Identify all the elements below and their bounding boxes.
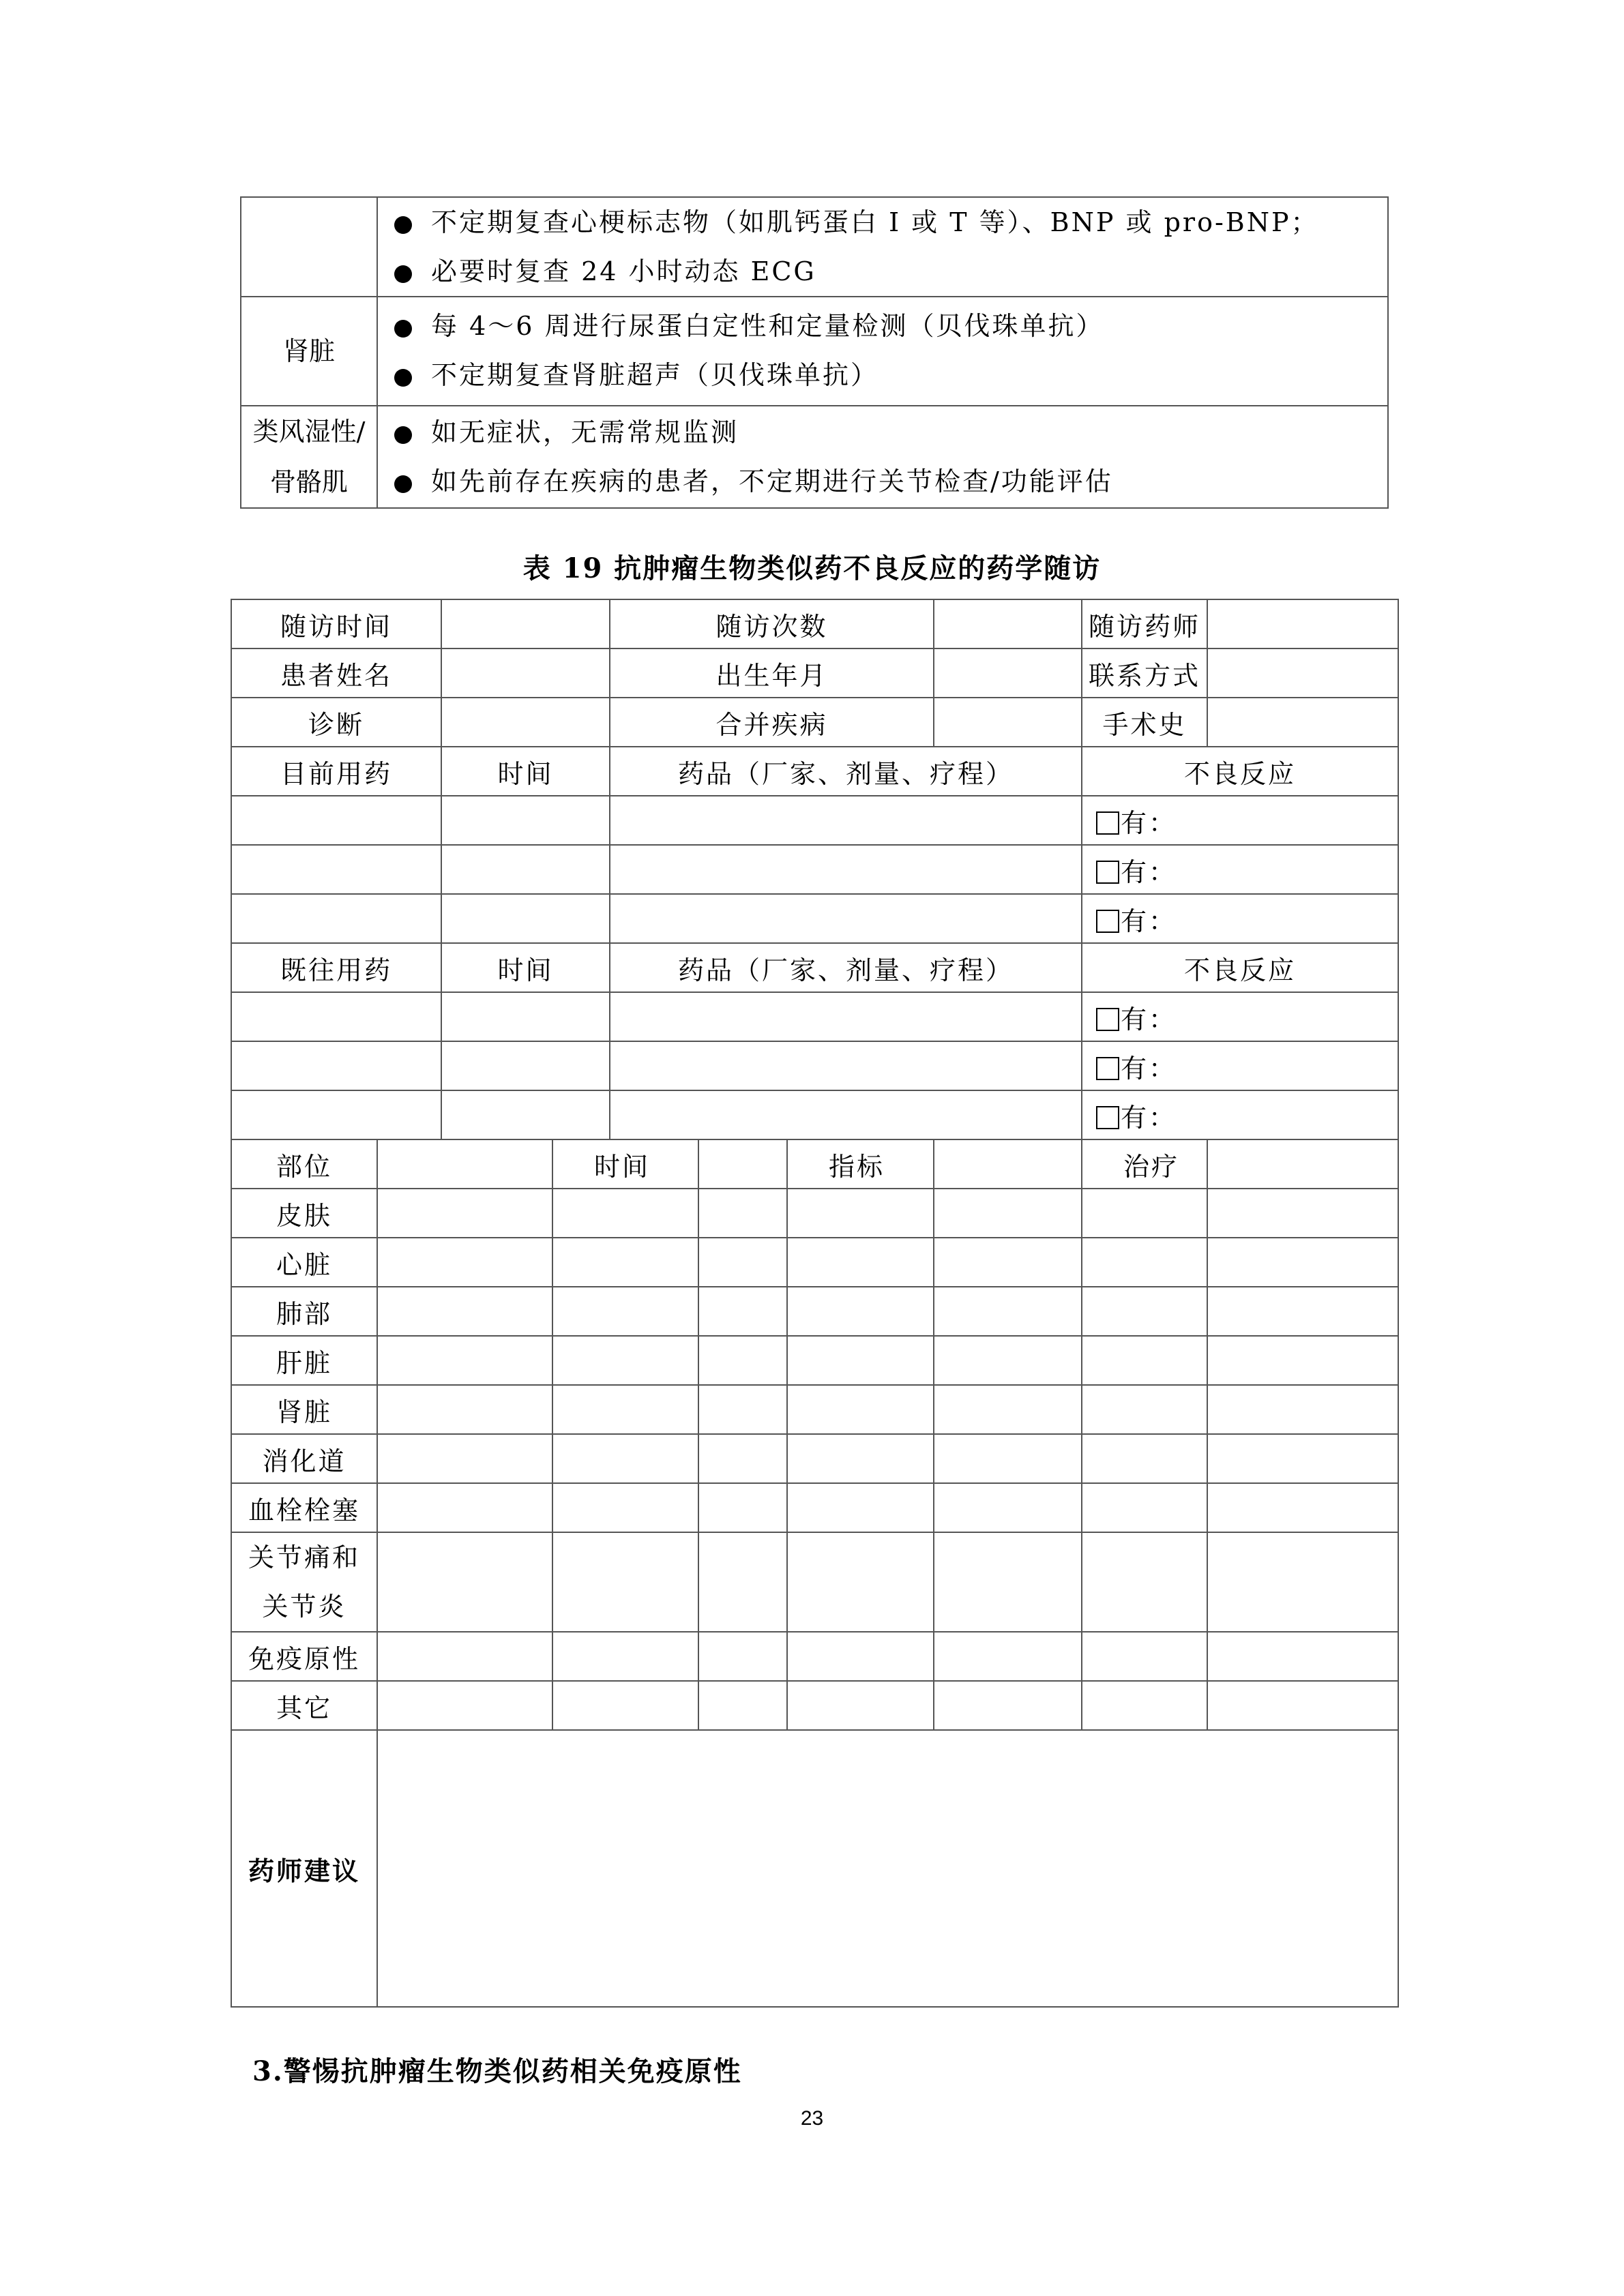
input-cell[interactable] bbox=[552, 1189, 698, 1238]
input-cell[interactable] bbox=[377, 1238, 552, 1287]
label-cell: 合并疾病 bbox=[610, 698, 934, 747]
input-cell[interactable] bbox=[787, 1632, 934, 1681]
time-header: 时间 bbox=[441, 747, 610, 796]
input-cell[interactable] bbox=[610, 1090, 1082, 1139]
input-cell[interactable] bbox=[552, 1434, 698, 1483]
monitoring-table bbox=[240, 196, 1389, 509]
input-cell[interactable] bbox=[552, 1483, 698, 1532]
input-cell[interactable] bbox=[934, 1632, 1082, 1681]
input-cell[interactable] bbox=[441, 599, 610, 648]
monitoring-items bbox=[377, 406, 1388, 508]
input-cell[interactable] bbox=[610, 894, 1082, 943]
input-cell[interactable] bbox=[552, 1287, 698, 1336]
input-cell[interactable] bbox=[231, 845, 441, 894]
input-cell[interactable] bbox=[698, 1139, 787, 1189]
input-cell[interactable] bbox=[698, 1434, 787, 1483]
advice-row bbox=[231, 1730, 1398, 2007]
input-cell[interactable] bbox=[377, 1434, 552, 1483]
bullet-icon bbox=[394, 320, 412, 338]
input-cell[interactable] bbox=[610, 992, 1082, 1041]
part-row bbox=[231, 1238, 1398, 1287]
bullet-item: 每 4～6 周进行尿蛋白定性和定量检测（贝伐珠单抗） bbox=[394, 301, 1387, 351]
bullet-item: 不定期复查心梗标志物（如肌钙蛋白 I 或 T 等）、BNP 或 pro-BNP； bbox=[394, 198, 1387, 247]
input-cell[interactable] bbox=[231, 992, 441, 1041]
info-row bbox=[231, 698, 1398, 747]
input-cell[interactable] bbox=[377, 1532, 552, 1632]
adverse-cell: 有： bbox=[1082, 894, 1398, 943]
input-cell[interactable] bbox=[698, 1238, 787, 1287]
input-cell[interactable] bbox=[1207, 1336, 1398, 1385]
input-cell[interactable] bbox=[552, 1385, 698, 1434]
checkbox[interactable] bbox=[1096, 861, 1119, 884]
input-cell[interactable] bbox=[934, 1336, 1082, 1385]
medication-row bbox=[231, 1090, 1398, 1139]
info-row bbox=[231, 599, 1398, 648]
table-row bbox=[241, 406, 1388, 508]
label-cell: 患者姓名 bbox=[231, 648, 441, 698]
input-cell[interactable] bbox=[787, 1434, 934, 1483]
part-label: 其它 bbox=[231, 1681, 377, 1730]
part-label: 关节痛和 关节炎 bbox=[231, 1532, 377, 1632]
time-header: 时间 bbox=[441, 943, 610, 992]
input-cell[interactable] bbox=[1207, 1434, 1398, 1483]
input-cell[interactable] bbox=[231, 1041, 441, 1090]
input-cell[interactable] bbox=[1207, 1139, 1398, 1189]
input-cell[interactable] bbox=[787, 1189, 934, 1238]
input-cell[interactable] bbox=[787, 1483, 934, 1532]
input-cell[interactable] bbox=[1082, 1632, 1207, 1681]
part-label: 肺部 bbox=[231, 1287, 377, 1336]
input-cell[interactable] bbox=[1207, 1189, 1398, 1238]
bullet-icon bbox=[394, 475, 412, 493]
input-cell[interactable] bbox=[231, 894, 441, 943]
medication-row bbox=[231, 1041, 1398, 1090]
part-row bbox=[231, 1681, 1398, 1730]
checkbox[interactable] bbox=[1096, 1057, 1119, 1080]
medication-row bbox=[231, 796, 1398, 845]
input-cell[interactable] bbox=[377, 1681, 552, 1730]
adverse-cell: 有： bbox=[1082, 992, 1398, 1041]
checkbox[interactable] bbox=[1096, 910, 1119, 933]
part-row bbox=[231, 1189, 1398, 1238]
bullet-item: 必要时复查 24 小时动态 ECG bbox=[394, 247, 1387, 296]
part-row bbox=[231, 1385, 1398, 1434]
input-cell[interactable] bbox=[552, 1238, 698, 1287]
page-number: 23 bbox=[800, 2107, 824, 2130]
organ-cell bbox=[241, 197, 377, 297]
adverse-reaction-header: 不良反应 bbox=[1082, 747, 1398, 796]
checkbox[interactable] bbox=[1096, 811, 1119, 835]
input-cell[interactable] bbox=[377, 1632, 552, 1681]
input-cell[interactable] bbox=[1207, 1287, 1398, 1336]
medication-header-row bbox=[231, 747, 1398, 796]
checkbox[interactable] bbox=[1096, 1008, 1119, 1031]
label-cell: 随访时间 bbox=[231, 599, 441, 648]
part-label: 皮肤 bbox=[231, 1189, 377, 1238]
bullet-icon bbox=[394, 369, 412, 387]
input-cell[interactable] bbox=[377, 1336, 552, 1385]
part-row bbox=[231, 1434, 1398, 1483]
input-cell[interactable] bbox=[787, 1336, 934, 1385]
part-row bbox=[231, 1632, 1398, 1681]
bullet-item: 如无症状，无需常规监测 bbox=[394, 408, 1387, 457]
input-cell[interactable] bbox=[1082, 1336, 1207, 1385]
input-cell[interactable] bbox=[377, 1483, 552, 1532]
follow-up-form bbox=[231, 599, 1399, 2008]
input-cell[interactable] bbox=[934, 1238, 1082, 1287]
part-row bbox=[231, 1287, 1398, 1336]
input-cell[interactable] bbox=[1207, 648, 1398, 698]
input-cell[interactable] bbox=[1082, 1189, 1207, 1238]
time-header: 时间 bbox=[552, 1139, 698, 1189]
label-cell: 诊断 bbox=[231, 698, 441, 747]
input-cell[interactable] bbox=[698, 1385, 787, 1434]
adverse-cell: 有： bbox=[1082, 796, 1398, 845]
input-cell[interactable] bbox=[441, 796, 610, 845]
adverse-cell: 有： bbox=[1082, 1090, 1398, 1139]
table-caption: 表 19 抗肿瘤生物类似药不良反应的药学随访 bbox=[522, 552, 1102, 584]
input-cell[interactable] bbox=[1207, 599, 1398, 648]
input-cell[interactable] bbox=[441, 845, 610, 894]
part-label: 血栓栓塞 bbox=[231, 1483, 377, 1532]
part-label: 免疫原性 bbox=[231, 1632, 377, 1681]
input-cell[interactable] bbox=[441, 1090, 610, 1139]
input-cell[interactable] bbox=[1082, 1483, 1207, 1532]
input-cell[interactable] bbox=[1207, 1385, 1398, 1434]
table-row bbox=[241, 297, 1388, 406]
input-cell[interactable] bbox=[934, 1189, 1082, 1238]
input-cell[interactable] bbox=[1082, 1238, 1207, 1287]
input-cell[interactable] bbox=[934, 1434, 1082, 1483]
input-cell[interactable] bbox=[934, 1385, 1082, 1434]
pharmacist-advice-field[interactable] bbox=[377, 1730, 1398, 2007]
input-cell[interactable] bbox=[552, 1336, 698, 1385]
table-row bbox=[241, 197, 1388, 297]
bullet-item: 如先前存在疾病的患者，不定期进行关节检查/功能评估 bbox=[394, 457, 1387, 506]
organ-cell: 类风湿性/ 骨骼肌 bbox=[241, 406, 377, 508]
label-cell: 联系方式 bbox=[1082, 648, 1207, 698]
input-cell[interactable] bbox=[1082, 1532, 1207, 1632]
part-header-row bbox=[231, 1139, 1398, 1189]
input-cell[interactable] bbox=[441, 894, 610, 943]
input-cell[interactable] bbox=[787, 1385, 934, 1434]
part-row bbox=[231, 1532, 1398, 1632]
bullet-icon bbox=[394, 265, 412, 283]
bullet-icon bbox=[394, 426, 412, 444]
input-cell[interactable] bbox=[698, 1287, 787, 1336]
input-cell[interactable] bbox=[1082, 1385, 1207, 1434]
input-cell[interactable] bbox=[698, 1681, 787, 1730]
input-cell[interactable] bbox=[377, 1189, 552, 1238]
input-cell[interactable] bbox=[377, 1287, 552, 1336]
input-cell[interactable] bbox=[552, 1532, 698, 1632]
input-cell[interactable] bbox=[441, 648, 610, 698]
medication-row bbox=[231, 894, 1398, 943]
past-medication-header: 既往用药 bbox=[231, 943, 441, 992]
input-cell[interactable] bbox=[552, 1681, 698, 1730]
input-cell[interactable] bbox=[552, 1632, 698, 1681]
adverse-cell: 有： bbox=[1082, 845, 1398, 894]
bullet-item: 不定期复查肾脏超声（贝伐珠单抗） bbox=[394, 351, 1387, 400]
input-cell[interactable] bbox=[441, 992, 610, 1041]
bullet-icon bbox=[394, 216, 412, 234]
input-cell[interactable] bbox=[377, 1385, 552, 1434]
part-label: 消化道 bbox=[231, 1434, 377, 1483]
label-cell: 手术史 bbox=[1082, 698, 1207, 747]
checkbox[interactable] bbox=[1096, 1106, 1119, 1129]
adverse-cell: 有： bbox=[1082, 1041, 1398, 1090]
input-cell[interactable] bbox=[787, 1238, 934, 1287]
medication-row bbox=[231, 845, 1398, 894]
input-cell[interactable] bbox=[934, 648, 1082, 698]
input-cell[interactable] bbox=[934, 1681, 1082, 1730]
input-cell[interactable] bbox=[1207, 698, 1398, 747]
input-cell[interactable] bbox=[1207, 1238, 1398, 1287]
input-cell[interactable] bbox=[610, 1041, 1082, 1090]
input-cell[interactable] bbox=[787, 1287, 934, 1336]
current-medication-header: 目前用药 bbox=[231, 747, 441, 796]
organ-cell: 肾脏 bbox=[241, 297, 377, 406]
monitoring-items bbox=[377, 297, 1388, 406]
treatment-header: 治疗 bbox=[1082, 1139, 1207, 1189]
input-cell[interactable] bbox=[934, 599, 1082, 648]
input-cell[interactable] bbox=[610, 845, 1082, 894]
input-cell[interactable] bbox=[934, 1532, 1082, 1632]
part-label: 肾脏 bbox=[231, 1385, 377, 1434]
medication-header-row bbox=[231, 943, 1398, 992]
label-cell: 随访药师 bbox=[1082, 599, 1207, 648]
input-cell[interactable] bbox=[934, 1139, 1082, 1189]
part-header: 部位 bbox=[231, 1139, 377, 1189]
adverse-reaction-header: 不良反应 bbox=[1082, 943, 1398, 992]
input-cell[interactable] bbox=[1082, 1434, 1207, 1483]
input-cell[interactable] bbox=[698, 1532, 787, 1632]
input-cell[interactable] bbox=[441, 698, 610, 747]
label-cell: 出生年月 bbox=[610, 648, 934, 698]
part-label: 心脏 bbox=[231, 1238, 377, 1287]
input-cell[interactable] bbox=[698, 1336, 787, 1385]
pharmacist-advice-label: 药师建议 bbox=[231, 1730, 377, 2007]
input-cell[interactable] bbox=[1082, 1681, 1207, 1730]
input-cell[interactable] bbox=[231, 1090, 441, 1139]
input-cell[interactable] bbox=[377, 1139, 552, 1189]
input-cell[interactable] bbox=[698, 1632, 787, 1681]
input-cell[interactable] bbox=[1207, 1632, 1398, 1681]
label-cell: 随访次数 bbox=[610, 599, 934, 648]
part-row bbox=[231, 1483, 1398, 1532]
medication-row bbox=[231, 992, 1398, 1041]
input-cell[interactable] bbox=[1082, 1287, 1207, 1336]
input-cell[interactable] bbox=[787, 1681, 934, 1730]
input-cell[interactable] bbox=[934, 1287, 1082, 1336]
part-label: 肝脏 bbox=[231, 1336, 377, 1385]
input-cell[interactable] bbox=[1207, 1483, 1398, 1532]
section-heading: 3.警惕抗肿瘤生物类似药相关免疫原性 bbox=[252, 2055, 742, 2087]
input-cell[interactable] bbox=[1207, 1681, 1398, 1730]
monitoring-items bbox=[377, 197, 1388, 297]
input-cell[interactable] bbox=[934, 1483, 1082, 1532]
part-row bbox=[231, 1336, 1398, 1385]
drug-header: 药品（厂家、剂量、疗程） bbox=[610, 747, 1082, 796]
input-cell[interactable] bbox=[698, 1483, 787, 1532]
info-row bbox=[231, 648, 1398, 698]
input-cell[interactable] bbox=[934, 698, 1082, 747]
input-cell[interactable] bbox=[1207, 1532, 1398, 1632]
input-cell[interactable] bbox=[441, 1041, 610, 1090]
drug-header: 药品（厂家、剂量、疗程） bbox=[610, 943, 1082, 992]
input-cell[interactable] bbox=[787, 1532, 934, 1632]
indicator-header: 指标 bbox=[787, 1139, 934, 1189]
input-cell[interactable] bbox=[231, 796, 441, 845]
input-cell[interactable] bbox=[610, 796, 1082, 845]
input-cell[interactable] bbox=[698, 1189, 787, 1238]
